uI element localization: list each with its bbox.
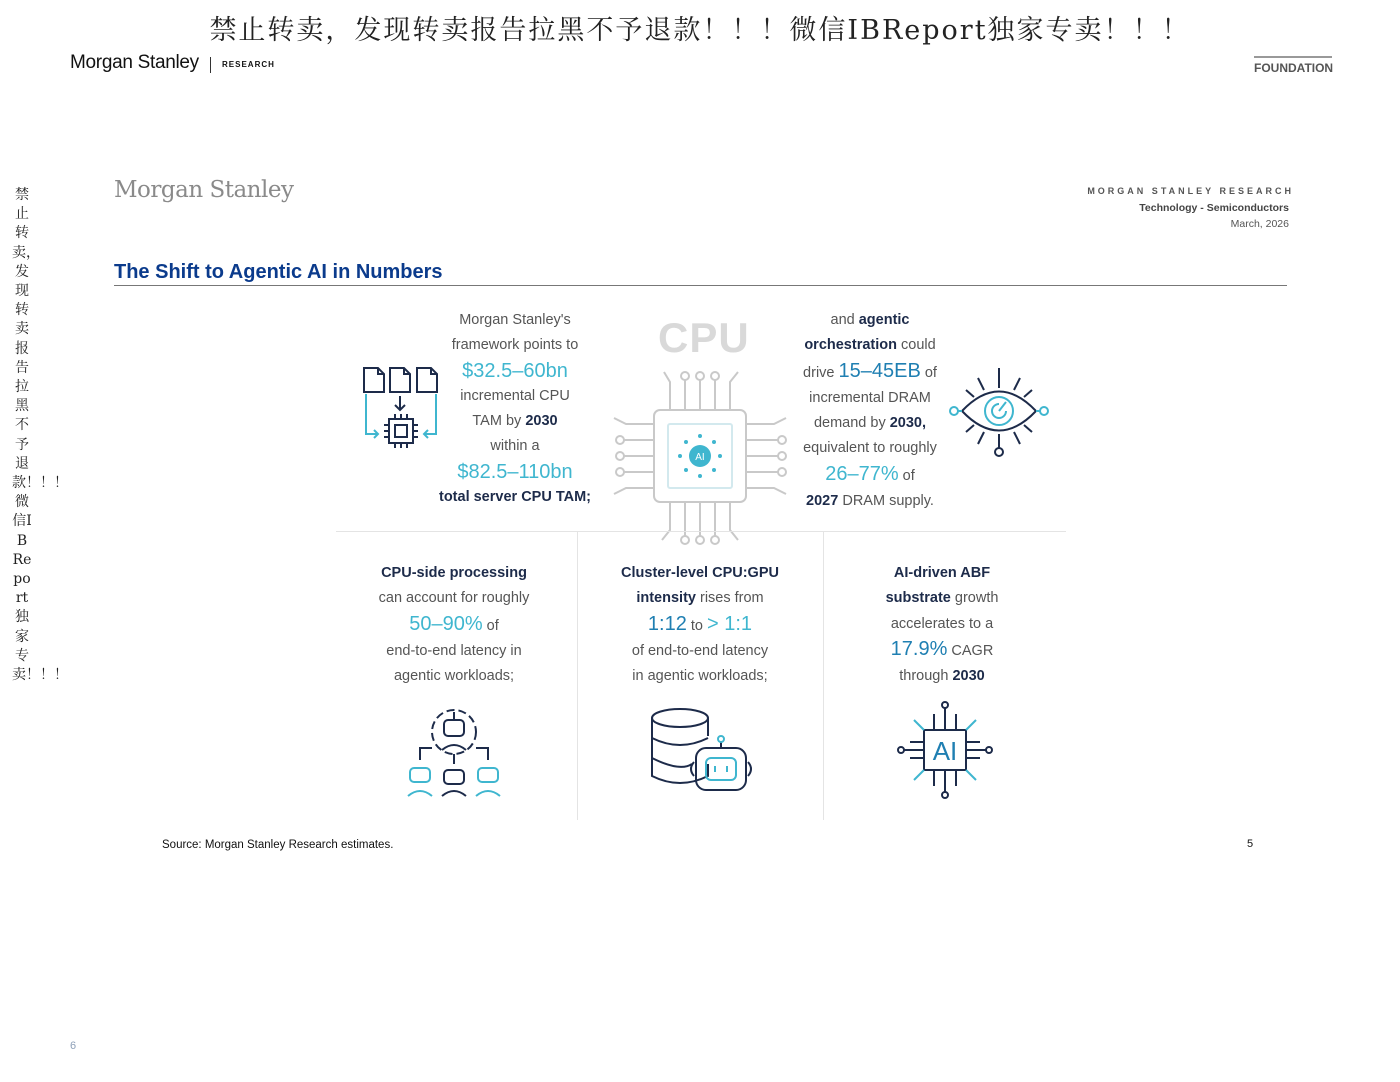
header-research-label: RESEARCH (222, 60, 275, 69)
slide-sector: Technology - Semiconductors (1139, 202, 1289, 214)
column-divider-2 (823, 532, 824, 820)
eye-target-icon (948, 364, 1050, 458)
ai-chip-icon (894, 700, 996, 800)
slide-logo: Morgan Stanley (114, 177, 294, 203)
col2-stat-block: Cluster-level CPU:GPU intensity rises from 1:12 to > 1:1 of end-to-end latency in agentic workloads; (621, 565, 779, 685)
col3-stat-block: AI-driven ABF substrate growth accelerates to a 17.9% CAGR through 2030 (885, 565, 999, 685)
cpu-chip-icon (606, 362, 796, 552)
documents-to-chip-icon (360, 364, 442, 456)
cpu-chip-label: AI (695, 452, 705, 463)
header-logo: Morgan Stanley (70, 52, 199, 73)
robot-gear-team-icon (402, 702, 506, 800)
slide-date: March, 2026 (1230, 218, 1289, 230)
title-divider (114, 285, 1287, 286)
database-robot-icon (648, 706, 754, 796)
column-divider-1 (577, 532, 578, 820)
left-stat-block: Morgan Stanley's framework points to $32.5–60bn incremental CPU TAM by 2030 within a $82.5–110bn total server CPU TAM; (438, 312, 591, 506)
watermark-top: 禁止转卖，发现转卖报告拉黑不予退款！！！微信IBReport独家专卖！！！ (209, 15, 1191, 46)
slide-page-number: 5 (1247, 838, 1254, 850)
header-foundation-label: FOUNDATION (1254, 56, 1332, 75)
header-divider (210, 57, 211, 73)
col1-stat-block: CPU-side processing can account for roughly 50–90% of end-to-end latency in agentic workloads; (378, 565, 530, 685)
section-divider-horizontal (336, 531, 1066, 532)
source-note: Source: Morgan Stanley Research estimates. (162, 839, 394, 851)
slide-msr-label: MORGAN STANLEY RESEARCH (1087, 186, 1294, 196)
ai-chip-label: AI (932, 736, 958, 766)
slide-title: The Shift to Agentic AI in Numbers (114, 261, 443, 283)
document-page-number: 6 (70, 1040, 77, 1052)
cpu-watermark-word: CPU (658, 314, 750, 361)
right-stat-block: and agentic orchestration could drive 15–45EB of incremental DRAM demand by 2030, equivalent to roughly 26–77% of 2027 DRAM supply. (803, 312, 937, 510)
watermark-side: 禁止转卖，发现转卖报告拉黑不予退款！！！微信IBReport独家专卖！！！ (12, 187, 68, 684)
